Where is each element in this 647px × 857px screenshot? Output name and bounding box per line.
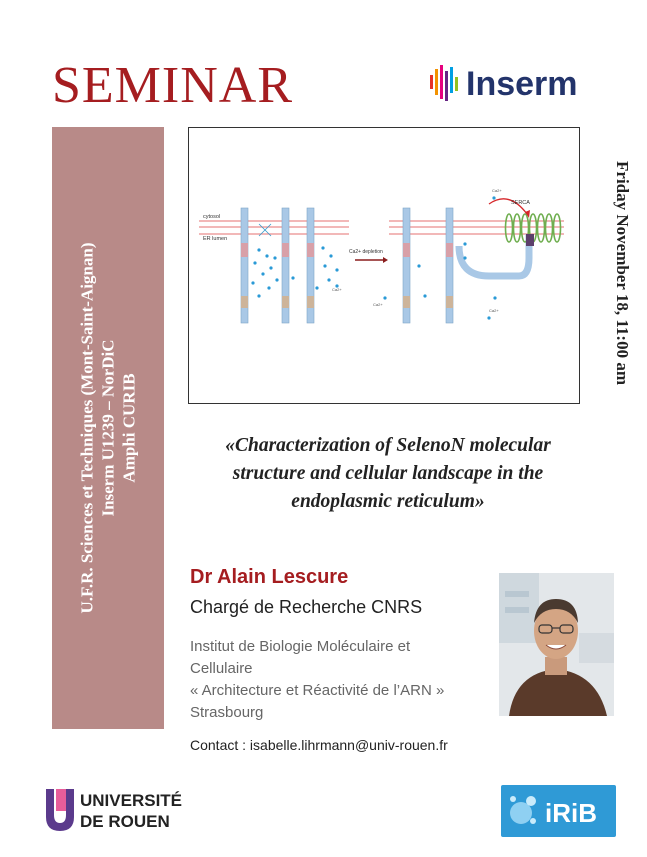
er-lumen-label: ER lumen [203,236,228,242]
contact-line: Contact : isabelle.lihrmann@univ-rouen.fr [190,737,448,753]
calcium-label-right: Ca2+ [489,308,499,313]
venue-text [77,133,140,723]
venue-line: Amphi CURIB [119,373,139,483]
cytosol-label: cytosol [203,214,221,220]
talk-title-line: endoplasmic reticulum» [291,491,485,512]
schematic-figure [188,127,580,404]
calcium-label-top: Ca2+ [492,188,502,193]
page-title: SEMINAR [52,57,294,114]
serca-label: SERCA [511,200,530,206]
univ-line-2: DE ROUEN [80,812,170,831]
talk-title-line: «Characterization of SelenoN molecular [225,435,551,456]
affiliation-line: Cellulaire [190,660,253,677]
speaker-affiliation [190,636,510,724]
calcium-label: Ca2+ [332,287,342,292]
univ-line-1: UNIVERSITÉ [80,791,183,810]
irib-wordmark: iRiB [545,798,597,828]
date-text: Friday November 18, 11:00 am [613,161,632,385]
talk-title-line: structure and cellular landscape in the [232,463,544,484]
selenon-er-diagram [189,128,579,403]
inserm-logo [428,62,578,106]
depletion-label: Ca2+ depletion [349,249,383,255]
talk-title [176,432,600,516]
affiliation-line: « Architecture et Réactivité de l’ARN » [190,682,445,699]
speaker-photo [499,573,614,716]
irib-logo [501,785,616,837]
inserm-bars-icon [428,65,462,103]
speaker-role: Chargé de Recherche CNRS [190,597,423,617]
affiliation-line: Institut de Biologie Moléculaire et [190,638,411,655]
calcium-label-bottom: Ca2+ [373,302,383,307]
venue-band [52,127,164,729]
affiliation-line: Strasbourg [190,704,264,721]
universite-de-rouen-logo [44,785,194,835]
speaker-name: Dr Alain Lescure [190,566,349,588]
venue-line: Inserm U1239 – NorDiC [98,339,118,517]
inserm-wordmark: Inserm [466,64,578,103]
seminar-date [607,128,637,418]
venue-line: U.F.R. Sciences et Techniques (Mont-Saint-Aignan) [77,242,97,614]
